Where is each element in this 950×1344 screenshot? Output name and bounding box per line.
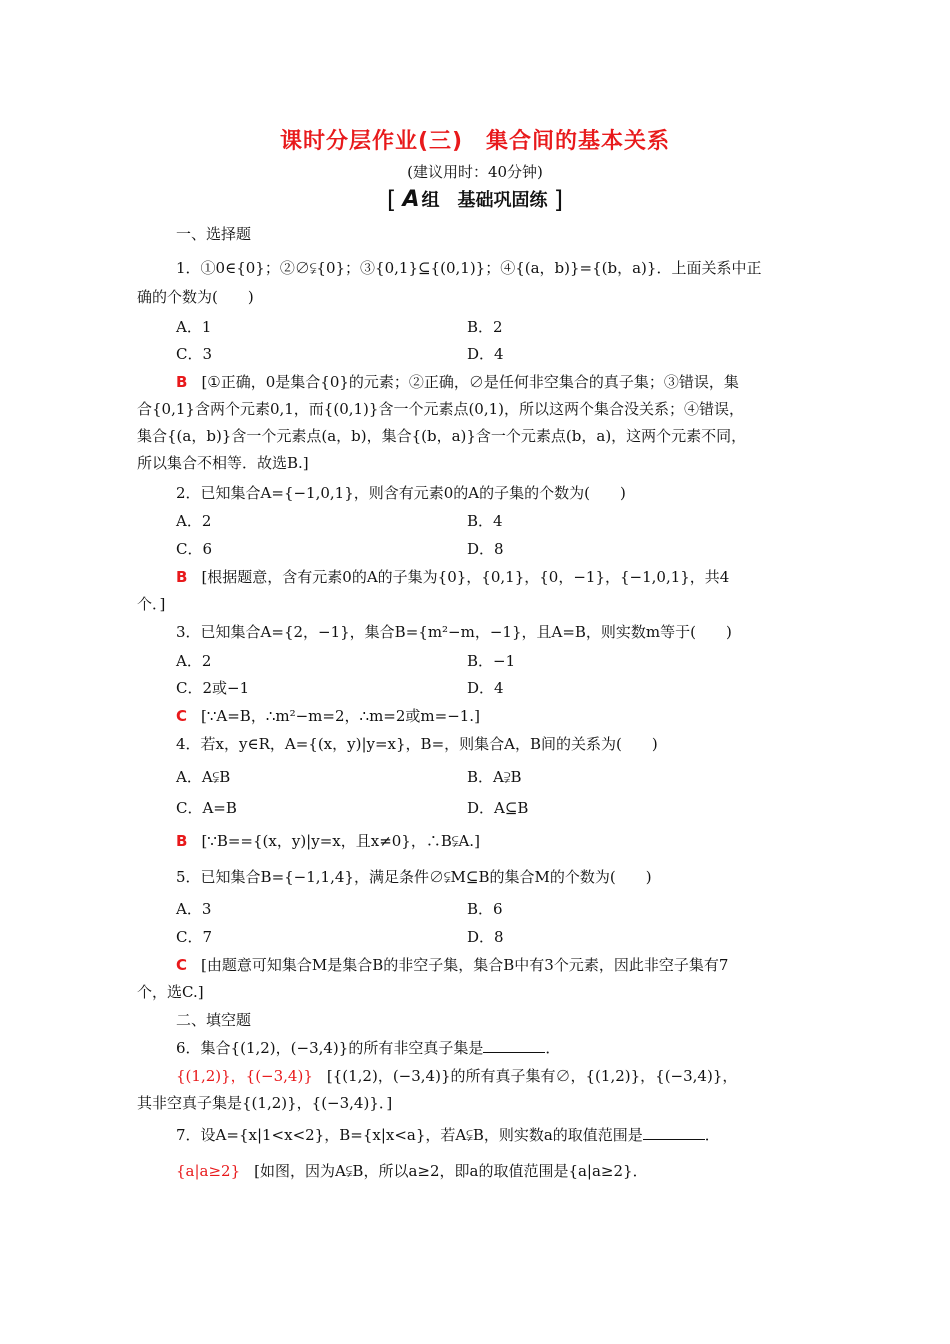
q6-stem-end: ． <box>545 1039 561 1057</box>
q4-explanation <box>176 830 480 851</box>
q5-exp1: [由题意可知集合M是集合B的非空子集，集合B中有3个元素，因此非空子集有7 <box>201 956 729 974</box>
q2-option-d: D．8 <box>467 540 504 558</box>
suggested-time: (建议用时：40分钟) <box>407 163 543 181</box>
q1-explanation-line4: 所以集合不相等．故选B.] <box>137 454 309 472</box>
group-close-bracket: ] <box>553 186 564 214</box>
q1-explanation-line2: 合{0,1}含两个元素0,1，而{(0,1)}含一个元素点(0,1)，所以这两个集合没关系；④错误， <box>137 400 745 418</box>
q6-exp1: [{(1,2)，(−3,4)}的所有真子集有∅，{(1,2)}，{(−3,4)}， <box>326 1067 738 1085</box>
group-label: 组 基础巩固练 <box>421 190 548 211</box>
q3-option-c: C．2或−1 <box>176 679 250 697</box>
q5-stem: 5．已知集合B={−1,1,4}，满足条件∅⫋M⊆B的集合M的个数为( ) <box>176 868 652 886</box>
q3-answer: C <box>176 707 188 725</box>
q1-stem-line1: 1．①0∈{0}；②∅⫋{0}；③{0,1}⊆{(0,1)}；④{(a，b)}={(b，a)}．上面关系中正 <box>176 259 762 277</box>
q7-stem-text: 7．设A={x|1<x<2}，B={x|x<a}，若A⫋B，则实数a的取值范围是 <box>176 1126 643 1144</box>
q1-option-c: C．3 <box>176 345 213 363</box>
q4-stem: 4．若x，y∈R，A={(x，y)|y=x}，B=，则集合A，B间的关系为( ) <box>176 735 658 753</box>
q1-exp1: [①正确，0是集合{0}的元素；②正确，∅是任何非空集合的真子集；③错误，集 <box>201 373 739 391</box>
q6-stem-text: 6．集合{(1,2)，(−3,4)}的所有非空真子集是 <box>176 1039 484 1057</box>
q2-option-b: B．4 <box>467 512 503 530</box>
q3-exp: [∵A=B，∴m²−m=2，∴m=2或m=−1.] <box>201 707 480 725</box>
group-open-bracket: [ <box>386 186 397 214</box>
q2-answer: B <box>176 568 188 586</box>
q3-option-b: B．−1 <box>467 652 516 670</box>
q1-option-d: D．4 <box>467 345 504 363</box>
q1-explanation-line1 <box>176 371 739 392</box>
q5-option-a: A．3 <box>176 900 212 918</box>
q2-stem: 2．已知集合A={−1,0,1}，则含有元素0的A的子集的个数为( ) <box>176 484 626 502</box>
q6-answer: {(1,2)}，{(−3,4)} <box>176 1067 313 1085</box>
q7-answer-blank <box>643 1127 705 1140</box>
q3-explanation <box>176 705 480 726</box>
q7-stem <box>176 1124 720 1145</box>
q2-explanation-line1 <box>176 566 729 587</box>
q1-option-b: B．2 <box>467 318 503 336</box>
q3-option-d: D．4 <box>467 679 504 697</box>
q4-option-d: D．A⊆B <box>467 799 529 817</box>
q7-answer: {a|a≥2} <box>176 1162 241 1180</box>
q7-explanation <box>176 1160 648 1181</box>
q2-option-a: A．2 <box>176 512 212 530</box>
q4-exp: [∵B=={(x，y)|y=x，且x≠0}，∴B⫋A.] <box>201 832 480 850</box>
q1-explanation-line3: 集合{(a，b)}含一个元素点(a，b)，集合{(b，a)}含一个元素点(b，a)，这两个元素不同， <box>137 427 747 445</box>
q3-option-a: A．2 <box>176 652 212 670</box>
q1-answer: B <box>176 373 188 391</box>
q2-exp1: [根据题意，含有元素0的A的子集为{0}，{0,1}，{0，−1}，{−1,0,1}，共4 <box>201 568 730 586</box>
q5-explanation-line1 <box>176 954 728 975</box>
q3-stem: 3．已知集合A={2，−1}，集合B={m²−m，−1}，且A=B，则实数m等于( ) <box>176 623 732 641</box>
page-title: 课时分层作业(三) 集合间的基本关系 <box>279 129 671 154</box>
section-fill-heading: 二、填空题 <box>176 1011 252 1029</box>
q4-option-a: A．A⫋B <box>176 768 231 786</box>
q5-option-c: C．7 <box>176 928 213 946</box>
q5-explanation-line2: 个，选C.] <box>137 983 204 1001</box>
q7-stem-end: ． <box>704 1126 720 1144</box>
q5-option-b: B．6 <box>467 900 503 918</box>
q5-answer: C <box>176 956 188 974</box>
group-heading <box>0 186 950 214</box>
q4-answer: B <box>176 832 188 850</box>
group-a-mark: A <box>402 187 420 212</box>
q7-exp: [如图，因为A⫋B，所以a≥2，即a的取值范围是{a|a≥2}． <box>254 1162 648 1180</box>
q2-option-c: C．6 <box>176 540 213 558</box>
q6-explanation-line1 <box>176 1065 737 1086</box>
q6-explanation-line2: 其非空真子集是{(1,2)}，{(−3,4)}．] <box>137 1094 393 1112</box>
q1-stem-line2: 确的个数为( ) <box>137 288 254 306</box>
q2-explanation-line2: 个．] <box>137 595 166 613</box>
q5-option-d: D．8 <box>467 928 504 946</box>
section-choice-heading: 一、选择题 <box>176 225 252 243</box>
q6-answer-blank <box>483 1040 545 1053</box>
q1-option-a: A．1 <box>176 318 212 336</box>
q4-option-c: C．A=B <box>176 799 237 817</box>
q4-option-b: B．A⫌B <box>467 768 522 786</box>
q6-stem <box>176 1037 560 1058</box>
